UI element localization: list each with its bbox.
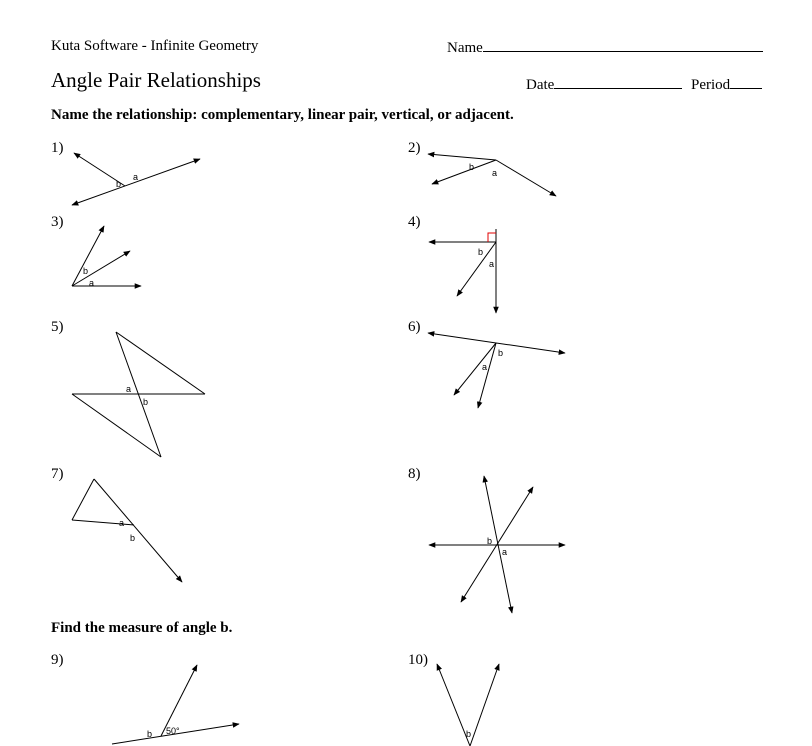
problem-10-number: 10) xyxy=(408,652,428,668)
problem-6-number: 6) xyxy=(408,319,421,335)
problem-2-number: 2) xyxy=(408,140,421,156)
problem-9-label-b: b xyxy=(147,729,153,739)
figure-8 xyxy=(429,476,565,613)
name-label: Name xyxy=(447,40,483,56)
problem-5-label-a: a xyxy=(126,384,132,394)
problem-10-label-b: b xyxy=(466,729,472,739)
problem-1-label-a: a xyxy=(133,172,139,182)
problem-9-number: 9) xyxy=(51,652,64,668)
figure-3 xyxy=(72,226,141,286)
problem-6-label-b: b xyxy=(498,348,504,358)
problem-8-label-a: a xyxy=(502,547,508,557)
problem-8-label-b: b xyxy=(487,536,493,546)
page-title: Angle Pair Relationships xyxy=(51,68,261,92)
problem-4-label-a: a xyxy=(489,259,495,269)
problem-8-number: 8) xyxy=(408,466,421,482)
problem-3-number: 3) xyxy=(51,214,64,230)
problem-2-label-a: a xyxy=(492,168,498,178)
problem-3-label-a: a xyxy=(89,278,95,288)
problem-1-label-b: b xyxy=(116,179,122,189)
figure-4 xyxy=(429,229,496,313)
problem-1-number: 1) xyxy=(51,140,64,156)
figure-6 xyxy=(428,333,565,408)
problem-7-label-a: a xyxy=(119,518,125,528)
problem-7-label-b: b xyxy=(130,533,136,543)
problem-9-angle-value: 50° xyxy=(166,726,180,736)
figure-5 xyxy=(72,332,205,457)
problem-2-label-b: b xyxy=(469,162,475,172)
part2-instructions: Find the measure of angle b. xyxy=(51,620,233,636)
problem-5-number: 5) xyxy=(51,319,64,335)
publisher: Kuta Software - Infinite Geometry xyxy=(51,38,259,54)
problem-3-label-b: b xyxy=(83,266,89,276)
problem-4-number: 4) xyxy=(408,214,421,230)
problem-5-label-b: b xyxy=(143,397,149,407)
problem-4-label-b: b xyxy=(478,247,484,257)
figure-7 xyxy=(72,479,182,582)
part1-instructions: Name the relationship: complementary, linear pair, vertical, or adjacent. xyxy=(51,107,514,123)
date-label: Date xyxy=(526,77,555,93)
problem-6-label-a: a xyxy=(482,362,488,372)
period-label: Period xyxy=(691,77,731,93)
problem-7-number: 7) xyxy=(51,466,64,482)
